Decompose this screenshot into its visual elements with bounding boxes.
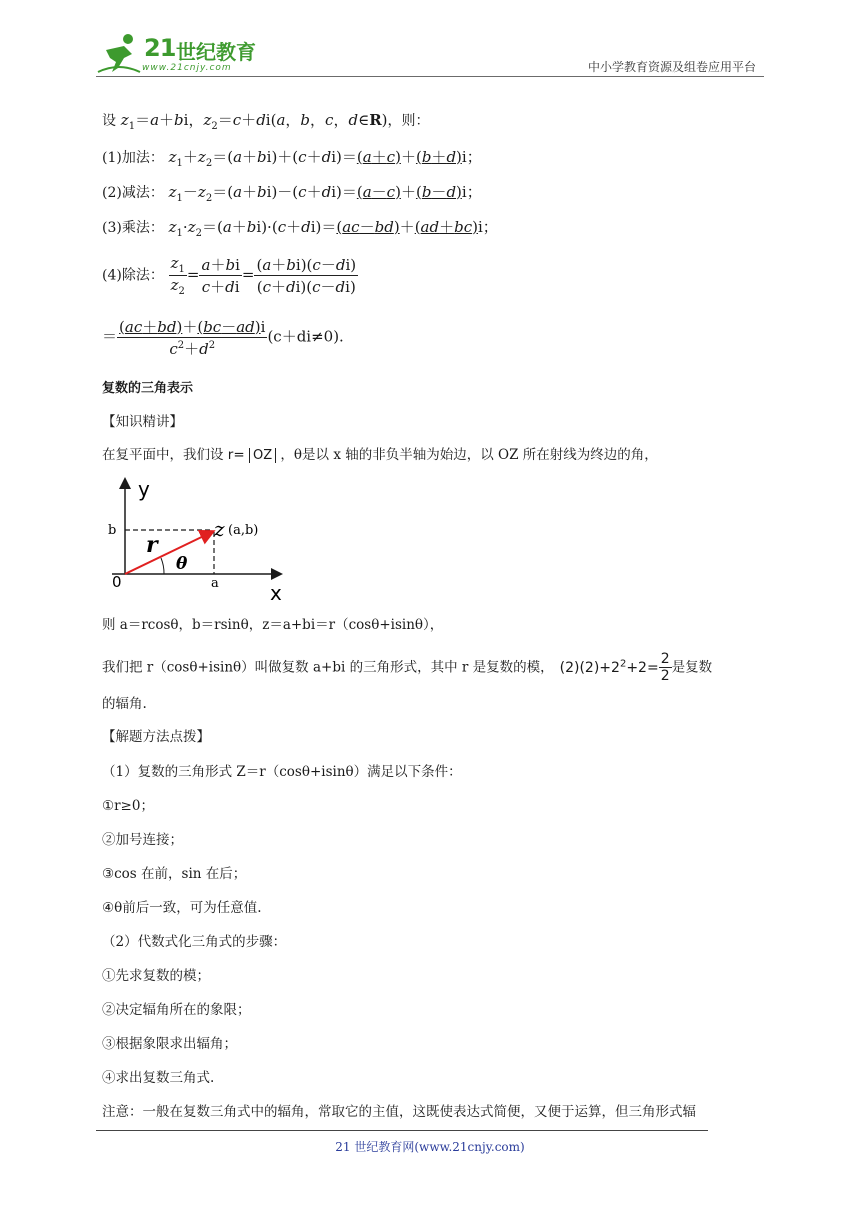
condition-item: ③cos 在前，sin 在后； [102,866,247,882]
runner-logo-icon [94,32,144,78]
knowledge-heading: 【知识精讲】 [102,414,183,430]
r-label: r [146,532,158,558]
condition-item: ④θ前后一致，可为任意值. [102,900,262,916]
z-label: z [214,517,225,541]
logo-url: www.21cnjy.com [142,63,232,73]
trig-form-line-2: 的辐角. [102,696,147,712]
condition-item: ①r≥0； [102,798,154,814]
y-label: y [138,477,150,501]
r-vector [125,532,212,574]
condition-item: ②加号连接； [102,832,183,848]
theta-label: θ [176,554,188,574]
origin-label: 0 [112,573,122,591]
b-label: b [108,523,117,538]
logo-text: 世纪教育 [176,40,256,64]
step-item: ②决定辐角所在的象限； [102,1002,251,1018]
site-logo [94,32,264,78]
complex-plane-text: 在复平面中，我们设 r= OZ ，θ是以 x 轴的非负半轴为始边，以 OZ 所在射线为终边的角， [102,447,658,463]
division-formula: (4)除法： $\frac{z_1}{z_2}$ = $\frac{a+bi}{c+di}$ = $\frac{(a+bi)(c-di)}{(c+di)(c-di)}$ [102,254,357,297]
oz-modulus: OZ [249,448,276,463]
division-result: ＝ $\frac{(ac+bd)+(bc-ad)i}{c^2+d^2}$ (c＋di≠0). [102,318,344,358]
footer-text[interactable]: 21 世纪教育网(www.21cnjy.com) [335,1140,525,1154]
conditions-heading: （1）复数的三角形式 Z＝r（cosθ+isinθ）满足以下条件： [102,764,462,780]
trig-form-line: 我们把 r（cosθ+isinθ）叫做复数 a+bi 的三角形式，其中 r 是复数的模， $(2)(2)+2^2+2=$ $\frac{2}{2}$ 是复数 [102,651,713,684]
step-item: ④求出复数三角式. [102,1070,215,1086]
step-item: ③根据象限求出辐角； [102,1036,237,1052]
multiplication-formula: (3)乘法： $z_1\cdot z_2=(a+bi)\cdot(c+di)=(ac-bd)+(ad+bc)i$； [102,218,498,239]
step-item: ①先求复数的模； [102,968,210,984]
relation-line: 则 a＝rcosθ，b＝rsinθ，z＝a+bi＝r（cosθ+isinθ）， [102,617,444,633]
footer-divider [96,1130,708,1131]
complex-plane-diagram [104,474,294,604]
note-text: 注意：一般在复数三角式中的辐角，常取它的主值，这既使表达式简便，又便于运算，但三角形式辐 [102,1104,696,1120]
subtraction-formula: (2)减法： $z_1-z_2=(a+bi)-(c+di)=(a-c)+(b-d)i$； [102,183,482,204]
ops-intro: 设 $z_1=a+bi$，$z_2=c+di(a$，b，c，d∈R)，则： [102,111,430,132]
section-title: 复数的三角表示 [102,381,194,396]
header-divider [96,76,764,77]
z-coords: (a,b) [228,523,259,538]
logo-number: 21 [144,34,176,62]
a-label: a [211,576,219,591]
platform-name: 中小学教育资源及组卷应用平台 [587,60,756,74]
theta-arc [161,558,164,574]
steps-heading: （2）代数式化三角式的步骤： [102,934,287,950]
addition-formula: (1)加法： $z_1+z_2=(a+bi)+(c+di)=(a+c)+(b+d)i$； [102,148,482,169]
method-heading: 【解题方法点拨】 [102,729,210,745]
x-label: x [270,581,282,604]
